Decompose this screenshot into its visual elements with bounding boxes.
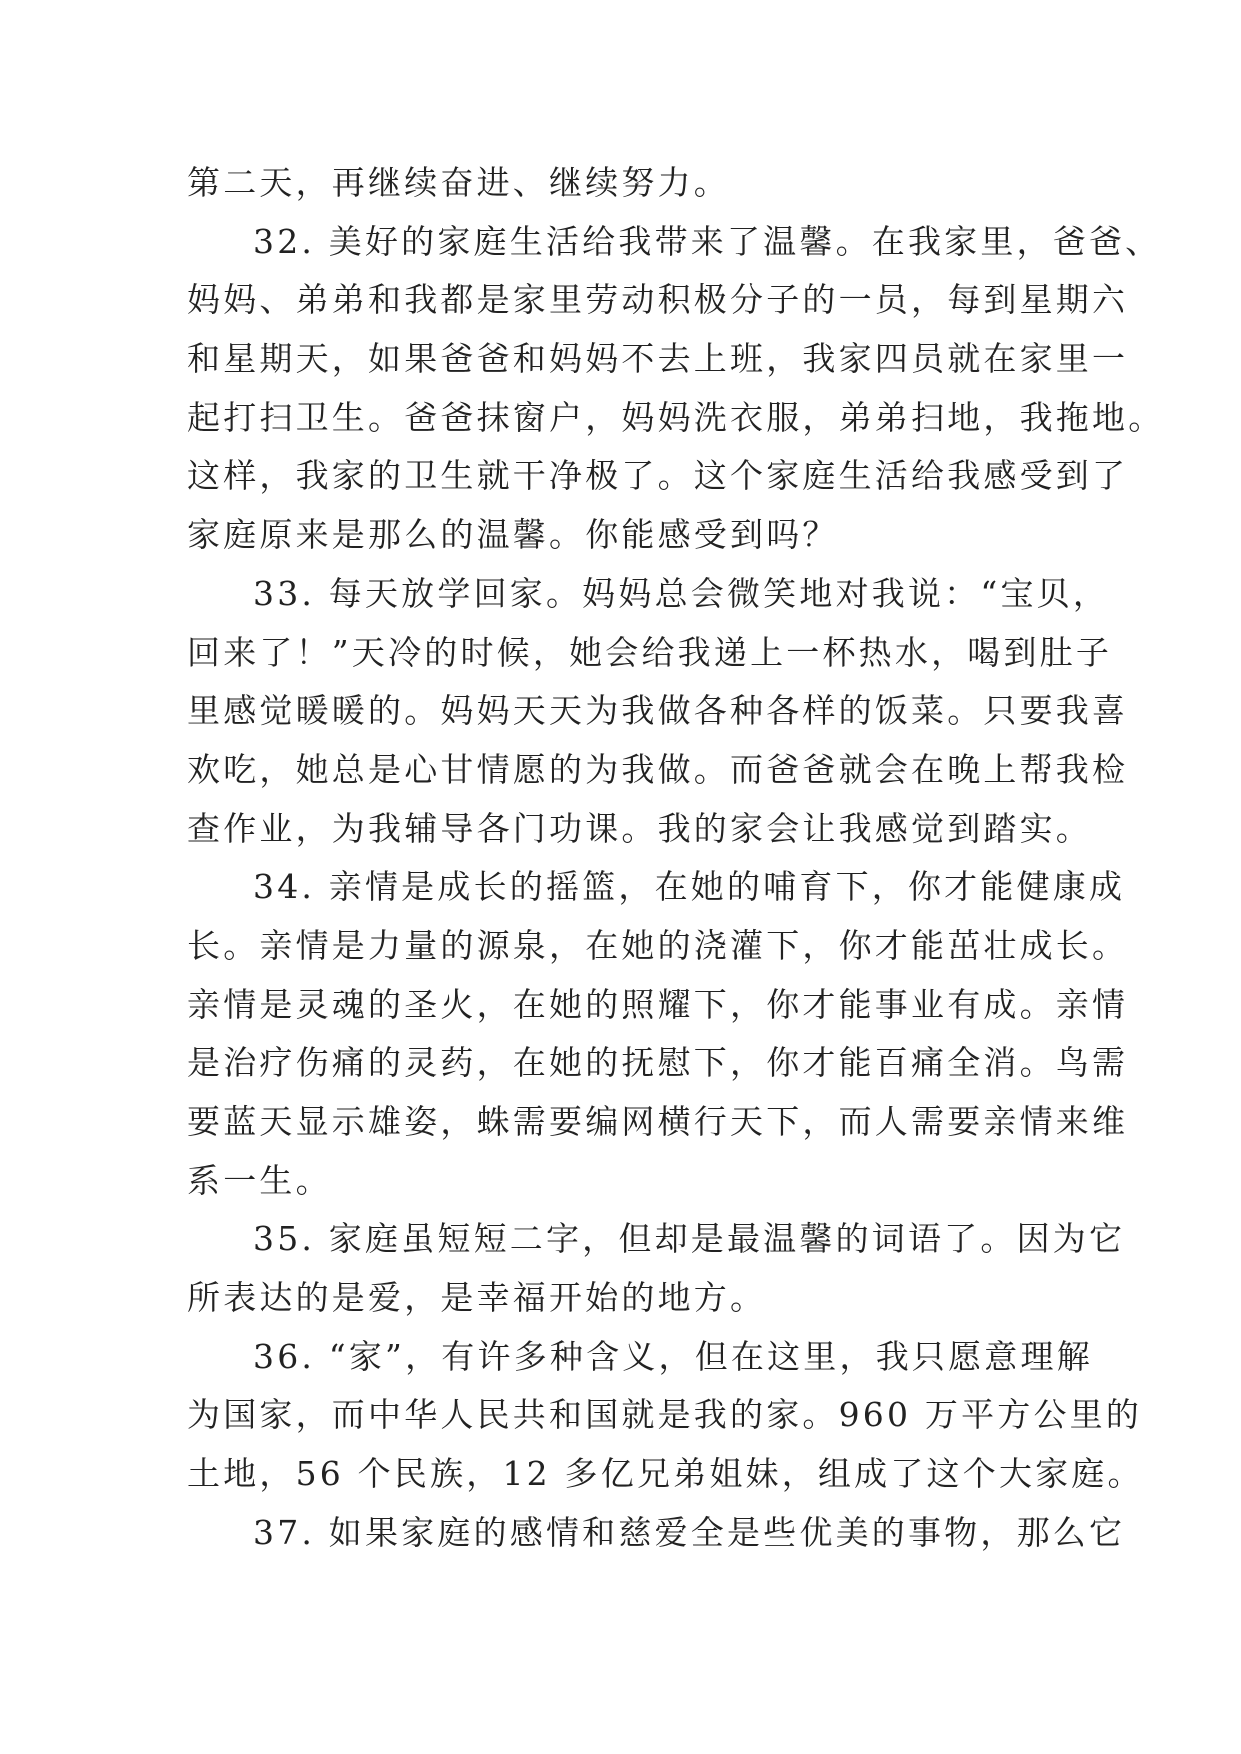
text-line: 第二天，再继续奋进、继续努力。 — [187, 163, 730, 202]
text-line: 里感觉暖暖的。妈妈天天为我做各种各样的饭菜。只要我喜 — [187, 691, 1129, 731]
text-line: 为国家，而中华人民共和国就是我的家。960 万平方公里的 — [187, 1395, 1143, 1435]
text-line: 家庭原来是那么的温馨。你能感受到吗？ — [187, 515, 839, 555]
text-line: 查作业，为我辅导各门功课。我的家会让我感觉到踏实。 — [187, 808, 1092, 848]
paragraph-first-line: 35. 家庭虽短短二字，但却是最温馨的词语了。因为它 — [253, 1219, 1126, 1259]
text-line: 妈妈、弟弟和我都是家里劳动积极分子的一员，每到星期六 — [187, 280, 1129, 320]
text-line: 是治疗伤痛的灵药，在她的抚慰下，你才能百痛全消。鸟需 — [187, 1043, 1129, 1083]
paragraph-first-line: 34. 亲情是成长的摇篮，在她的哺育下，你才能健康成 — [253, 867, 1126, 907]
text-line: 长。亲情是力量的源泉，在她的浇灌下，你才能茁壮成长。 — [187, 925, 1129, 965]
text-line: 和星期天，如果爸爸和妈妈不去上班，我家四员就在家里一 — [187, 339, 1129, 379]
text-line: 土地，56 个民族，12 多亿兄弟姐妹，组成了这个大家庭。 — [187, 1454, 1144, 1494]
text-line: 系一生。 — [187, 1160, 332, 1200]
text-line: 亲情是灵魂的圣火，在她的照耀下，你才能事业有成。亲情 — [187, 984, 1129, 1024]
text-line: 回来了！”天冷的时候，她会给我递上一杯热水，喝到肚子 — [187, 632, 1113, 672]
text-line: 起打扫卫生。爸爸抹窗户，妈妈洗衣服，弟弟扫地，我拖地。 — [187, 397, 1165, 437]
text-line: 所表达的是爱，是幸福开始的地方。 — [187, 1278, 767, 1318]
paragraph-first-line: 36. “家”，有许多种含义，但在这里，我只愿意理解 — [253, 1336, 1093, 1376]
text-line: 要蓝天显示雄姿，蛛需要编网横行天下，而人需要亲情来维 — [187, 1102, 1129, 1141]
body-text — [187, 154, 1165, 1563]
paragraph-first-line: 32. 美好的家庭生活给我带来了温馨。在我家里，爸爸、 — [253, 221, 1162, 261]
text-line: 欢吃，她总是心甘情愿的为我做。而爸爸就会在晚上帮我检 — [187, 749, 1129, 789]
paragraph-first-line: 37. 如果家庭的感情和慈爱全是些优美的事物，那么它 — [253, 1512, 1126, 1552]
paragraph-first-line: 33. 每天放学回家。妈妈总会微笑地对我说：“宝贝， — [253, 573, 1110, 613]
text-line: 这样，我家的卫生就干净极了。这个家庭生活给我感受到了 — [187, 456, 1129, 496]
